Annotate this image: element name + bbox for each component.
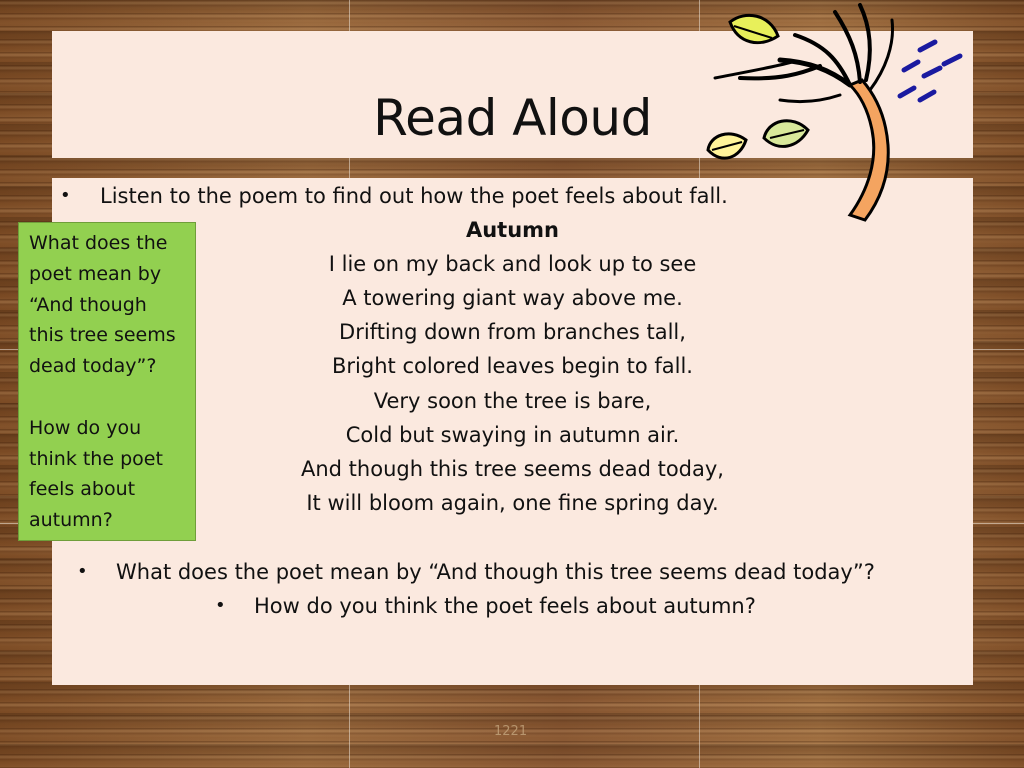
question-box-line: How do you [29,417,142,439]
poem-line: Drifting down from branches tall, [339,320,686,344]
poem-line: Cold but swaying in autumn air. [345,423,680,447]
tree-branch [860,5,870,80]
slide-number: 1221 [494,724,528,739]
leaf-icon [708,134,746,158]
question-bullet-text: What does the poet mean by “And though this tree seems dead today”? [116,560,875,584]
slide-title: Read Aloud [373,89,652,147]
tree-branch [780,95,840,102]
question-box-line: dead today”? [29,355,157,377]
autumn-tree-clipart [700,0,970,225]
intro-bullet-text: Listen to the poem to find out how the poet feels about fall. [100,184,728,208]
poem-line: Bright colored leaves begin to fall. [332,354,693,378]
question-box-line: feels about [29,478,136,500]
tree-branch [870,20,893,90]
poem-line: It will bloom again, one fine spring day. [306,491,719,515]
poem-title: Autumn [465,218,560,242]
question-sidebar-box [18,222,196,541]
question-box-line: think the poet [29,448,163,470]
poem-line: A towering giant way above me. [342,286,683,310]
question-box-line: “And though [29,294,147,316]
leaf-icon [764,121,808,147]
question-box-line: poet mean by [29,263,162,285]
question-box-line: this tree seems [29,324,176,346]
bullet-marker: • [77,561,88,582]
bullet-marker: • [60,185,71,206]
question-box-line: autumn? [29,509,113,531]
poem-line: Very soon the tree is bare, [373,389,652,413]
question-box-line: What does the [29,232,168,254]
question-bullet-text: How do you think the poet feels about autumn? [254,594,756,618]
poem-line: And though this tree seems dead today, [301,457,724,481]
leaf-icon [730,15,778,42]
tree-trunk [850,80,888,220]
wind-dashes [900,42,960,100]
bullet-marker: • [215,595,226,616]
poem-line: I lie on my back and look up to see [328,252,697,276]
tree-branch [835,12,860,82]
